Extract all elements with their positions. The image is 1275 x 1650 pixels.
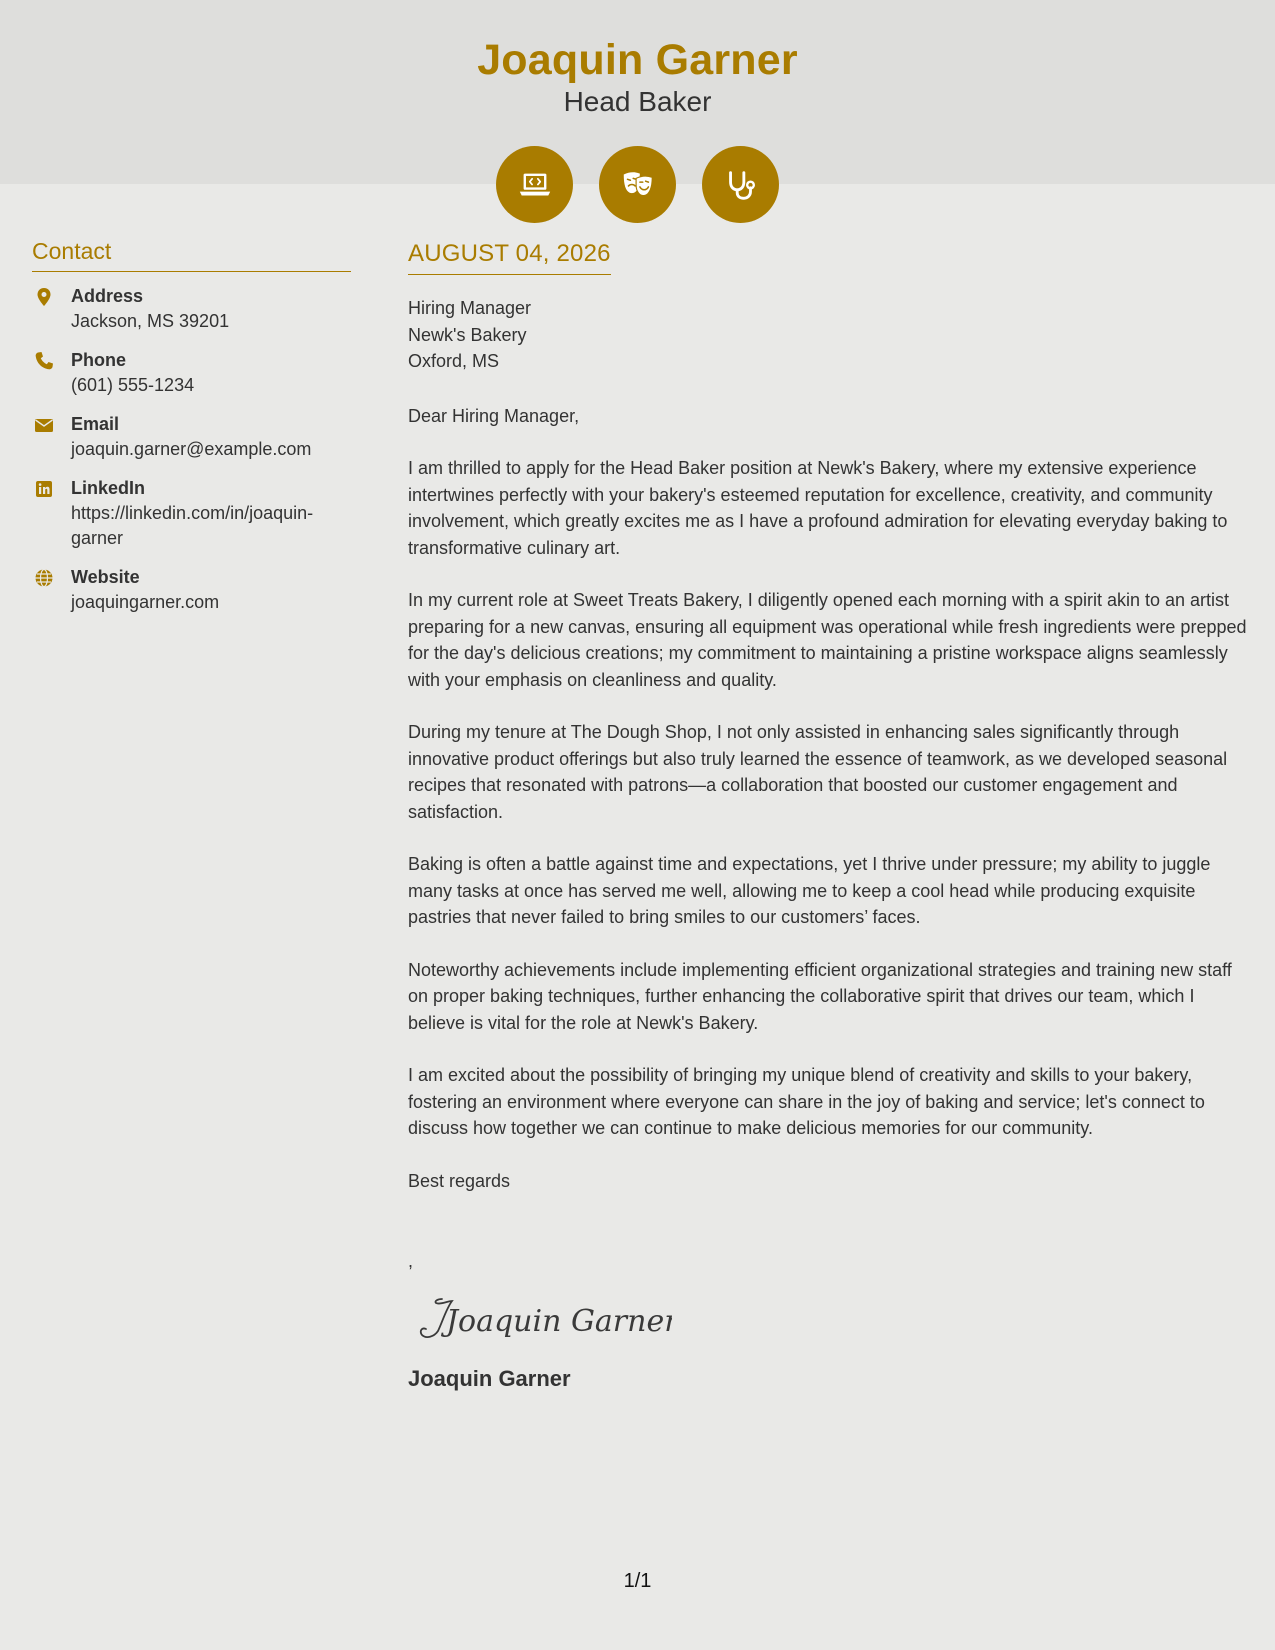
paragraph-5: Noteworthy achievements include implementing efficient organizational strategies and training new staff on proper baking techniques, further enhancing the collaborative spirit that drives our team, which I believe is vital for the role at Newk's Bakery.	[408, 959, 1232, 1033]
website-label: Website	[71, 567, 140, 587]
recipient-location: Oxford, MS	[408, 351, 500, 371]
phone-icon	[34, 351, 54, 371]
website-value[interactable]: joaquingarner.com	[71, 592, 220, 612]
signature-text: Joaquin Garner	[446, 1303, 672, 1339]
phone-label: Phone	[71, 350, 127, 370]
contact-phone	[32, 348, 351, 398]
paragraph-1: I am thrilled to apply for the Head Baker position at Newk's Bakery, where my extensive experience intertwines perfectly with your bakery's esteemed reputation for excellence, creativity, and community involvement, which greatly excites me as I have a profound admiration for elevating everyday baking to transformative culinary art.	[408, 458, 1228, 558]
address-label: Address	[71, 286, 144, 306]
closing: Best regards	[408, 1170, 511, 1191]
linkedin-value[interactable]: https://linkedin.com/in/joaquin-garner	[71, 503, 314, 548]
job-title: Head Baker	[563, 86, 712, 117]
theater-masks-icon	[599, 146, 676, 223]
laptop-code-icon	[496, 146, 573, 223]
contact-heading: Contact	[32, 238, 351, 272]
paragraph-6: I am excited about the possibility of bringing my unique blend of creativity and skills to your bakery, fostering an environment where everyone can share in the joy of baking and service; let's connect to discuss how together we can continue to make delicious memories for our community.	[408, 1065, 1205, 1138]
contact-address	[32, 284, 351, 334]
candidate-name: Joaquin Garner	[477, 36, 798, 84]
stethoscope-icon	[702, 146, 779, 223]
page-number: 1/1	[623, 1570, 652, 1592]
address-value: Jackson, MS 39201	[71, 311, 230, 331]
contact-linkedin	[32, 476, 351, 551]
handwritten-signature	[412, 1289, 672, 1349]
linkedin-icon	[34, 479, 54, 499]
email-label: Email	[71, 414, 120, 434]
contact-email	[32, 412, 351, 462]
paragraph-3: During my tenure at The Dough Shop, I not only assisted in enhancing sales significantly through innovative product offerings but also truly learned the essence of teamwork, as we developed seasonal recipes that resonated with patrons—a collaboration that boosted our customer engagement and satisfaction.	[408, 722, 1228, 822]
recipient-block	[408, 295, 1248, 375]
globe-icon	[34, 568, 54, 588]
contact-sidebar	[32, 238, 351, 629]
contact-list	[32, 284, 351, 615]
recipient-name: Hiring Manager	[408, 298, 532, 318]
signer-name: Joaquin Garner	[408, 1365, 571, 1391]
envelope-icon	[34, 415, 54, 435]
header-icons	[496, 146, 779, 223]
paragraph-2: In my current role at Sweet Treats Bakery, I diligently opened each morning with a spirit akin to an artist preparing for a new canvas, ensuring all equipment was operational while fresh ingredients were prepped for the day's delicious creations; my commitment to maintaining a pristine workspace aligns seamlessly with your emphasis on cleanliness and quality.	[408, 590, 1247, 690]
letter-date: AUGUST 04, 2026	[408, 240, 611, 275]
contact-website	[32, 565, 351, 615]
recipient-company: Newk's Bakery	[408, 324, 527, 345]
email-value[interactable]: joaquin.garner@example.com	[71, 439, 312, 459]
paragraph-4: Baking is often a battle against time and expectations, yet I thrive under pressure; my ability to juggle many tasks at once has served me well, allowing me to keep a cool head while producing exquisite pastries that never failed to bring smiles to our customers’ faces.	[408, 854, 1211, 927]
linkedin-label: LinkedIn	[71, 478, 146, 498]
salutation: Dear Hiring Manager,	[408, 405, 580, 426]
phone-value: (601) 555-1234	[71, 375, 195, 395]
map-pin-icon	[34, 287, 54, 307]
closing-comma: ,	[408, 1251, 414, 1271]
letter-body	[408, 240, 1248, 1392]
